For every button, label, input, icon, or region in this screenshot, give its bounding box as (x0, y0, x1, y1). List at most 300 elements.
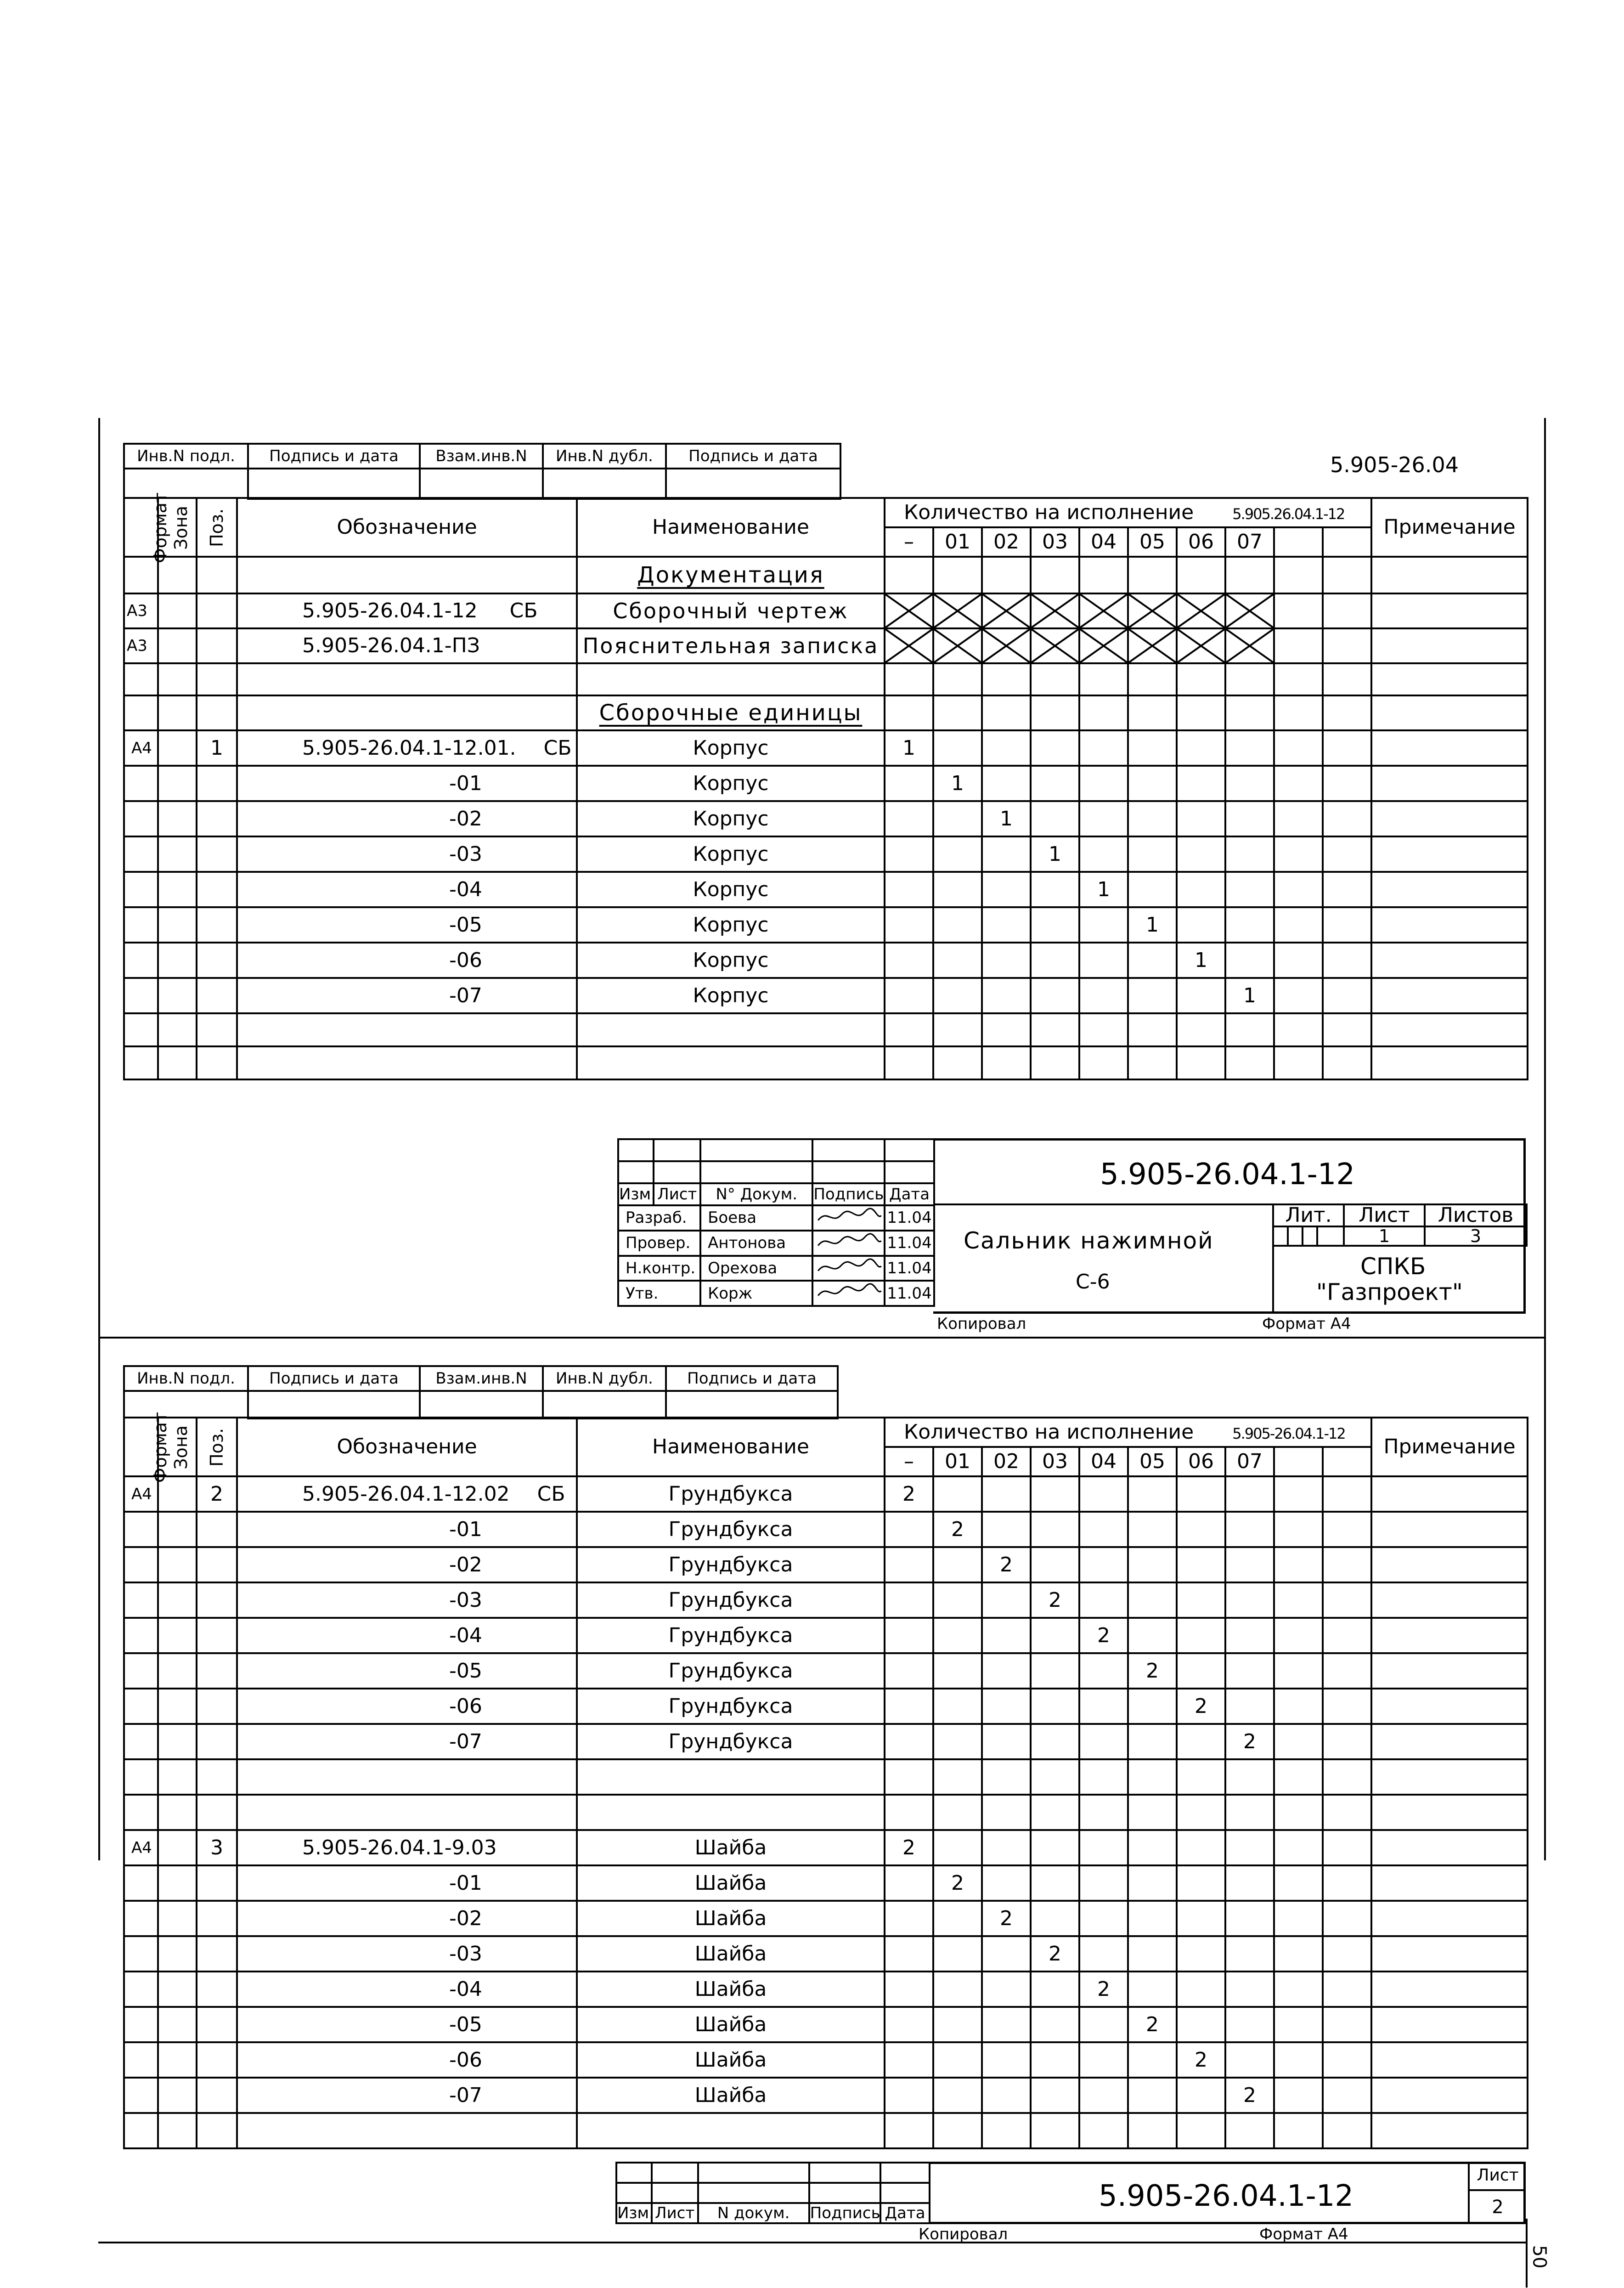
cell-qty: 1 (1031, 836, 1079, 872)
cell-note (1371, 2042, 1528, 2078)
cell-qty (1177, 1582, 1225, 1618)
cell-zone (158, 1972, 197, 2007)
cell-pos (197, 2007, 237, 2042)
tb-header: Лист (652, 2203, 698, 2223)
section-title-text: Документация (637, 562, 824, 588)
cell-qty (1079, 2113, 1128, 2148)
cell-designation (237, 1865, 577, 1901)
cell-qty (933, 1901, 982, 1936)
cell-zone (158, 1547, 197, 1582)
cell-pos (197, 1724, 237, 1759)
sheet-box (1468, 2162, 1526, 2224)
cell-format (124, 1512, 158, 1547)
cell-note (1371, 1865, 1528, 1901)
table-row (124, 1512, 1528, 1547)
cell-qty (1031, 1865, 1079, 1901)
cell-qty (1225, 1653, 1274, 1689)
designation-text: -01 (449, 1871, 482, 1895)
signer-role: Разраб. (618, 1205, 700, 1231)
variant-col-header: 06 (1177, 527, 1225, 557)
variant-col-header: 02 (982, 1447, 1031, 1476)
cell-format (124, 2113, 158, 2148)
cell-qty (1128, 2042, 1177, 2078)
cell-qty (933, 1653, 982, 1689)
cell-qty (933, 2078, 982, 2113)
table-row (124, 1865, 1528, 1901)
table-row (124, 1795, 1528, 1830)
designation-text: 5.905-26.04.1-9.03 (302, 1836, 497, 1859)
cell-name: Корпус (577, 836, 885, 872)
cell-qty (1274, 1653, 1323, 1689)
cell-qty (1128, 2113, 1177, 2148)
signer-name: Корж (700, 1281, 812, 1306)
cell-qty (1177, 1972, 1225, 2007)
copied-label-footer: Копировал (919, 2225, 1008, 2243)
tb-header: Дата (880, 2203, 930, 2223)
cell-note (1371, 2007, 1528, 2042)
tb-header: Изм. (617, 2204, 654, 2222)
designation-text: 5.905-26.04.1-12 (302, 599, 478, 622)
cell-note (1371, 1972, 1528, 2007)
cell-name: Пояснительная записка (577, 628, 885, 663)
cell-name: Шайба (577, 1830, 885, 1865)
cell-qty (1031, 2007, 1079, 2042)
cell-designation (237, 1653, 577, 1689)
cell-note (1371, 1795, 1528, 1830)
cell-format: А4 (124, 730, 158, 766)
col-designation-header: Обозначение (237, 498, 577, 557)
drawing-code: 5.905-26.04.1-12 (1100, 1158, 1355, 1192)
cell-qty (1079, 2042, 1128, 2078)
cell-qty (885, 1582, 933, 1618)
strip-cell: Инв.N дубл. (543, 444, 666, 469)
variant-col-header: 02 (982, 527, 1031, 557)
col-note-header: Примечание (1371, 498, 1528, 557)
cell-qty (982, 2007, 1031, 2042)
cell-format (124, 1901, 158, 1936)
cell-qty (1323, 2042, 1371, 2078)
table-row (124, 1724, 1528, 1759)
cell-qty (1128, 1724, 1177, 1759)
table-row (124, 1830, 1528, 1865)
cell-format (124, 2042, 158, 2078)
sheets-number: 3 (1425, 1226, 1527, 1246)
cell-qty (1128, 1972, 1177, 2007)
designation-text: -07 (449, 1729, 482, 1753)
cell-name: Корпус (577, 730, 885, 766)
cell-qty (982, 1759, 1031, 1795)
cell-qty (1323, 1618, 1371, 1653)
designation-text: -04 (449, 877, 482, 901)
cell-qty (1274, 2007, 1323, 2042)
cell-qty (1128, 1936, 1177, 1972)
cell-qty (1031, 2113, 1079, 2148)
cell-designation (237, 2078, 577, 2113)
cell-qty (982, 1476, 1031, 1512)
sign-date: 11.04 (885, 1231, 934, 1256)
cell-qty (1177, 2078, 1225, 2113)
cell-pos (197, 1512, 237, 1547)
cell-qty (933, 1724, 982, 1759)
col-name-header: Наименование (577, 1418, 885, 1476)
cell-qty (982, 2078, 1031, 2113)
cell-name: Шайба (577, 1901, 885, 1936)
cell-qty (885, 1547, 933, 1582)
cell-qty (933, 1689, 982, 1724)
cell-qty (1031, 1795, 1079, 1830)
cell-qty (1274, 1689, 1323, 1724)
cell-qty (1128, 1830, 1177, 1865)
cell-pos (197, 1972, 237, 2007)
cell-qty (1323, 1936, 1371, 1972)
cell-qty (1177, 1653, 1225, 1689)
cell-zone (158, 1689, 197, 1724)
cell-pos (197, 2042, 237, 2078)
cell-name: Грундбукса (577, 1618, 885, 1653)
col-format-header: Формат (124, 1418, 158, 1476)
cell-qty (1225, 1865, 1274, 1901)
table-row (124, 2113, 1528, 2148)
cell-qty (1225, 1901, 1274, 1936)
cell-qty: 1 (1177, 943, 1225, 978)
cell-qty (1031, 1689, 1079, 1724)
cell-qty: 1 (1079, 872, 1128, 907)
cell-qty (1177, 1512, 1225, 1547)
cell-qty (1177, 1724, 1225, 1759)
cell-designation (237, 1547, 577, 1582)
tb-header: Изм. (618, 1183, 654, 1205)
cell-pos (197, 1582, 237, 1618)
variant-col-header: 06 (1177, 1447, 1225, 1476)
cell-qty (1323, 1582, 1371, 1618)
cell-qty (1128, 1795, 1177, 1830)
sheets-label: Листов (1425, 1204, 1527, 1226)
cell-qty (1079, 1936, 1128, 1972)
cell-qty (982, 2113, 1031, 2148)
sign-date: 11.04 (885, 1256, 934, 1281)
cell-qty (933, 1759, 982, 1795)
cell-zone (158, 1830, 197, 1865)
designation-suffix: СБ (537, 1482, 565, 1506)
cell-pos (197, 1865, 237, 1901)
cell-qty (1031, 1901, 1079, 1936)
strip-cell: Взам.инв.N (420, 1366, 543, 1391)
cell-qty (933, 1830, 982, 1865)
cell-zone (158, 2078, 197, 2113)
table-row (124, 1759, 1528, 1795)
cell-qty: 2 (1128, 2007, 1177, 2042)
cell-qty (982, 1582, 1031, 1618)
cell-name: Грундбукса (577, 1547, 885, 1582)
table-row (124, 1689, 1528, 1724)
variant-col-header: 01 (933, 1447, 982, 1476)
cell-format (124, 1724, 158, 1759)
cell-qty (1323, 1689, 1371, 1724)
cell-qty (1079, 2078, 1128, 2113)
edge-number: 50 (1528, 2245, 1550, 2269)
cell-format (124, 1689, 158, 1724)
cell-designation (237, 1689, 577, 1724)
cell-qty (1128, 1512, 1177, 1547)
cell-qty (1274, 1865, 1323, 1901)
cell-note (1371, 1830, 1528, 1865)
cell-qty (885, 1759, 933, 1795)
sign-date: 11.04 (885, 1205, 934, 1231)
variant-col-header: 03 (1031, 1447, 1079, 1476)
cell-note (1371, 1512, 1528, 1547)
cell-note (1371, 1936, 1528, 1972)
cell-name: Шайба (577, 2007, 885, 2042)
cell-zone (158, 1653, 197, 1689)
designation-text: -07 (449, 983, 482, 1007)
cell-qty (1323, 1724, 1371, 1759)
tb-header: N докум. (698, 2203, 809, 2223)
cell-qty (1274, 1512, 1323, 1547)
org-name: СПКБ (1360, 1253, 1426, 1280)
cell-qty (1225, 1547, 1274, 1582)
table-row (124, 1547, 1528, 1582)
cell-qty (1128, 1547, 1177, 1582)
cell-qty (885, 2042, 933, 2078)
variant-col-header: 04 (1079, 527, 1128, 557)
cell-note (1371, 2078, 1528, 2113)
cell-name (577, 2113, 885, 2148)
table-row (124, 1936, 1528, 1972)
cell-qty (1031, 1512, 1079, 1547)
cell-name: Грундбукса (577, 1476, 885, 1512)
table-row (124, 1618, 1528, 1653)
cell-name (577, 1795, 885, 1830)
cell-zone (158, 1724, 197, 1759)
cell-qty (885, 1512, 933, 1547)
col-pos-header: Поз. (197, 498, 237, 557)
cell-qty: 2 (982, 1547, 1031, 1582)
cell-qty (1323, 1547, 1371, 1582)
cell-qty (933, 1795, 982, 1830)
cell-name (577, 1759, 885, 1795)
designation-text: -05 (449, 1659, 482, 1683)
cell-note (1371, 1901, 1528, 1936)
cell-name: Шайба (577, 1972, 885, 2007)
cell-zone (158, 2007, 197, 2042)
cell-designation (237, 1476, 577, 1512)
cell-qty (1079, 1653, 1128, 1689)
cell-qty (1323, 2113, 1371, 2148)
cell-name: Грундбукса (577, 1724, 885, 1759)
cell-qty (1128, 1476, 1177, 1512)
variant-col-header: 04 (1079, 1447, 1128, 1476)
cell-pos (197, 1936, 237, 1972)
sheet-label-footer: Лист (1470, 2162, 1526, 2191)
designation-text: -02 (449, 807, 482, 830)
cell-name: Грундбукса (577, 1689, 885, 1724)
cell-qty (1323, 2007, 1371, 2042)
cell-qty (1225, 1618, 1274, 1653)
cell-pos: 2 (197, 1476, 237, 1512)
sheet-label: Лист (1344, 1204, 1425, 1226)
signer-role: Н.контр. (618, 1256, 700, 1281)
cell-qty: 2 (982, 1901, 1031, 1936)
cell-qty (1225, 1512, 1274, 1547)
cell-qty (1225, 1972, 1274, 2007)
cell-qty (885, 2078, 933, 2113)
cell-qty (1079, 2007, 1128, 2042)
cell-qty (1031, 1618, 1079, 1653)
cell-designation (237, 1759, 577, 1795)
cell-qty (1128, 1618, 1177, 1653)
variant-col-header: – (885, 1447, 933, 1476)
cell-designation (237, 1582, 577, 1618)
strip-cell: Взам.инв.N (420, 444, 543, 469)
cell-qty (1079, 1901, 1128, 1936)
cell-zone (158, 2042, 197, 2078)
cell-name: Корпус (577, 801, 885, 836)
cell-format: А4 (124, 1830, 158, 1865)
qty-header: Количество на исполнение 5.905-26.04.1-12 (885, 1418, 1371, 1447)
cell-zone (158, 1618, 197, 1653)
designation-text: -03 (449, 1588, 482, 1612)
cell-qty (1274, 1582, 1323, 1618)
cell-qty (885, 1865, 933, 1901)
tb-header: Лист (654, 1183, 700, 1205)
variant-col-header: 05 (1128, 527, 1177, 557)
cell-format (124, 1759, 158, 1795)
cell-designation (237, 1972, 577, 2007)
cell-qty (1031, 1759, 1079, 1795)
cell-qty (1274, 1547, 1323, 1582)
cell-qty (1031, 1724, 1079, 1759)
cell-qty (982, 1865, 1031, 1901)
org-name-2: "Газпроект" (1316, 1279, 1463, 1305)
cell-qty (885, 1936, 933, 1972)
cell-pos (197, 1901, 237, 1936)
cell-pos (197, 1653, 237, 1689)
cell-zone (158, 2113, 197, 2148)
cell-qty (1177, 2007, 1225, 2042)
designation-text: -01 (449, 771, 482, 795)
cell-qty (1177, 1795, 1225, 1830)
copied-label: Копировал (937, 1315, 1026, 1333)
col-format-header: Формат (124, 498, 158, 557)
cell-qty (933, 1476, 982, 1512)
cell-name: Грундбукса (577, 1653, 885, 1689)
cell-qty: 2 (1128, 1653, 1177, 1689)
cell-qty: 1 (885, 730, 933, 766)
drawing-code-footer: 5.905-26.04.1-12 (1099, 2179, 1354, 2213)
sheet-number-footer: 2 (1492, 2197, 1504, 2218)
format-label-footer: Формат А4 (1259, 2225, 1348, 2243)
cell-designation (237, 1512, 577, 1547)
tb-header: N° Докум. (700, 1183, 812, 1205)
cell-note (1371, 1618, 1528, 1653)
cell-qty (982, 1724, 1031, 1759)
signer-role: Провер. (618, 1231, 700, 1256)
designation-suffix: СБ (543, 736, 572, 760)
cell-designation (237, 2042, 577, 2078)
cell-qty (1225, 1936, 1274, 1972)
cell-format (124, 1582, 158, 1618)
variant-col-header (1274, 1447, 1323, 1476)
cell-designation (237, 1830, 577, 1865)
cell-qty (1177, 1901, 1225, 1936)
cell-qty: 2 (1079, 1618, 1128, 1653)
cell-qty (982, 1936, 1031, 1972)
cell-pos (197, 1759, 237, 1795)
cell-qty (1177, 1618, 1225, 1653)
cell-qty (1225, 1830, 1274, 1865)
cell-zone (158, 1936, 197, 1972)
cell-zone (158, 1582, 197, 1618)
cell-qty (1225, 2042, 1274, 2078)
cell-qty (1274, 1724, 1323, 1759)
cell-qty (1274, 1476, 1323, 1512)
designation-text: -06 (449, 2048, 482, 2072)
cell-qty: 1 (1225, 978, 1274, 1013)
designation-text: -07 (449, 2083, 482, 2107)
cell-qty (1031, 2042, 1079, 2078)
drawing-subtitle: С-6 (1076, 1270, 1110, 1294)
cell-format (124, 1936, 158, 1972)
cell-zone (158, 1901, 197, 1936)
signer-name: Орехова (700, 1256, 812, 1281)
table-row (124, 2078, 1528, 2113)
strip-cell: Подпись и дата (248, 444, 420, 469)
cell-qty (1079, 1512, 1128, 1547)
cell-qty: 2 (1177, 2042, 1225, 2078)
cell-format: А4 (124, 1476, 158, 1512)
cell-qty (933, 1582, 982, 1618)
cell-zone (158, 1865, 197, 1901)
cell-pos (197, 1618, 237, 1653)
doc-code-top: 5.905-26.04 (1330, 452, 1459, 477)
cell-qty (982, 2042, 1031, 2078)
designation-text: -06 (449, 948, 482, 972)
cell-qty (1177, 2113, 1225, 2148)
cell-name: Грундбукса (577, 1512, 885, 1547)
cell-qty (1323, 1830, 1371, 1865)
tb-header: Дата (885, 1183, 934, 1205)
cell-qty: 1 (1128, 907, 1177, 943)
cell-qty: 2 (1225, 1724, 1274, 1759)
cell-name: Сборочный чертеж (577, 593, 885, 628)
cell-format (124, 2007, 158, 2042)
cell-qty (982, 1830, 1031, 1865)
cell-qty (1128, 1689, 1177, 1724)
lit-label: Лит. (1273, 1204, 1344, 1226)
variant-col-header: – (885, 527, 933, 557)
cell-qty (1323, 1795, 1371, 1830)
variant-col-header (1323, 1447, 1371, 1476)
cell-qty (1274, 1936, 1323, 1972)
variant-col-header: 03 (1031, 527, 1079, 557)
cell-format (124, 1972, 158, 2007)
sign-date: 11.04 (885, 1281, 934, 1306)
cell-qty (1079, 1865, 1128, 1901)
cell-qty: 2 (1079, 1972, 1128, 2007)
cell-qty (1079, 1476, 1128, 1512)
cell-format: А3 (124, 593, 158, 628)
cell-pos (197, 2078, 237, 2113)
cell-qty (1079, 1759, 1128, 1795)
cell-qty (1177, 1865, 1225, 1901)
strip-cell: Инв.N подл. (124, 444, 248, 469)
col-zone-header: Зона (158, 1418, 197, 1476)
cell-qty (1031, 2078, 1079, 2113)
cell-pos (197, 1795, 237, 1830)
cell-format (124, 2078, 158, 2113)
cell-qty (1128, 2078, 1177, 2113)
cell-name: Корпус (577, 766, 885, 801)
